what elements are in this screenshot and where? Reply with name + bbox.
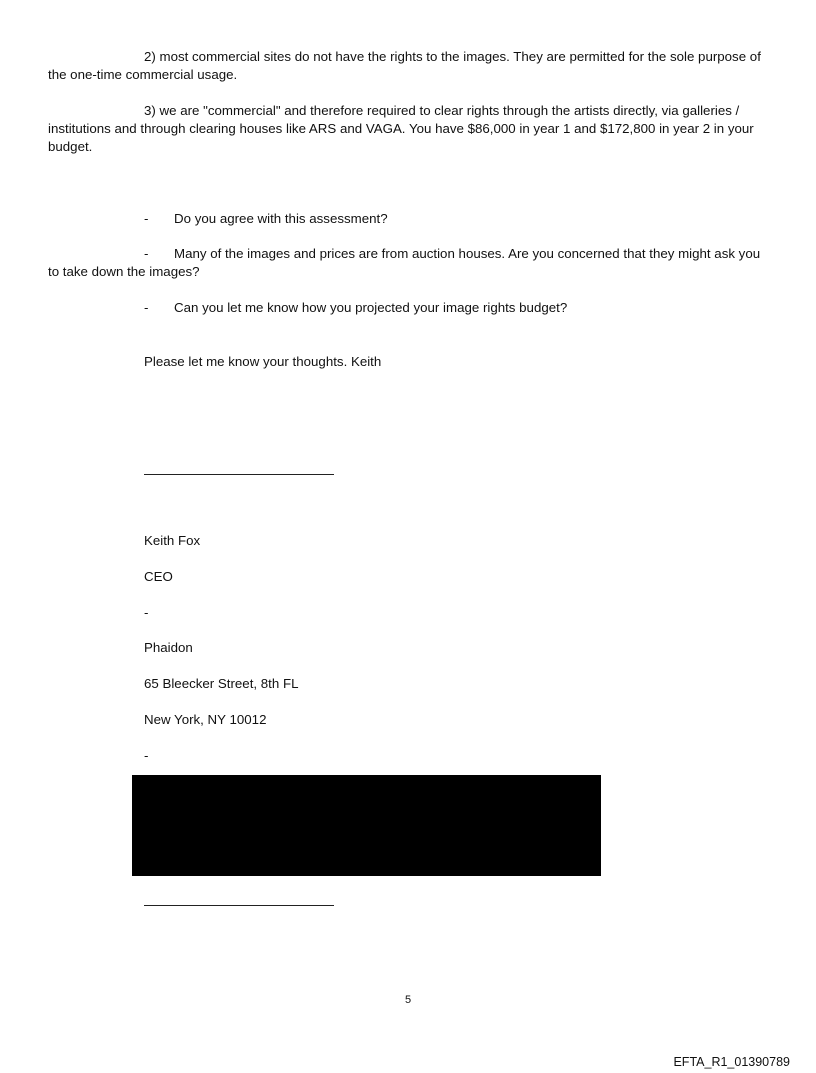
bullet-dash: -	[144, 211, 149, 226]
signature-dash: -	[144, 605, 149, 620]
signature-rule-top	[144, 474, 334, 475]
bullet-text: Do you agree with this assessment?	[174, 211, 388, 226]
bullet-item	[48, 245, 768, 281]
bullet-text: Many of the images and prices are from auction houses. Are you concerned that they might ask you to take down the images?	[48, 246, 761, 279]
bullet-item	[144, 210, 388, 228]
paragraph-2: 2) most commercial sites do not have the rights to the images. They are permitted for the sole purpose of the one-time commercial usage.	[48, 49, 761, 82]
redaction-block	[132, 775, 601, 876]
signature-name: Keith Fox	[144, 533, 201, 548]
bullet-item	[144, 299, 567, 317]
bullet-text: Can you let me know how you projected your image rights budget?	[174, 300, 568, 315]
signature-company: Phaidon	[144, 640, 193, 655]
signature-rule-bottom	[144, 905, 334, 906]
bullet-dash: -	[144, 246, 149, 261]
signature-address-line1: 65 Bleecker Street, 8th FL	[144, 676, 299, 691]
paragraph-3: 3) we are "commercial" and therefore required to clear rights through the artists directly, via galleries / institutions and through clearing houses like ARS and VAGA. You have $86,000 in year 1 and $172,800 in year 2 in your budget.	[48, 103, 754, 154]
bates-number: EFTA_R1_01390789	[673, 1055, 790, 1069]
bullet-dash: -	[144, 300, 149, 315]
signature-dash: -	[144, 748, 149, 763]
signature-title: CEO	[144, 569, 173, 584]
signature-address-line2: New York, NY 10012	[144, 712, 267, 727]
page-number: 5	[404, 994, 412, 1006]
closing-line: Please let me know your thoughts. Keith	[144, 354, 382, 369]
